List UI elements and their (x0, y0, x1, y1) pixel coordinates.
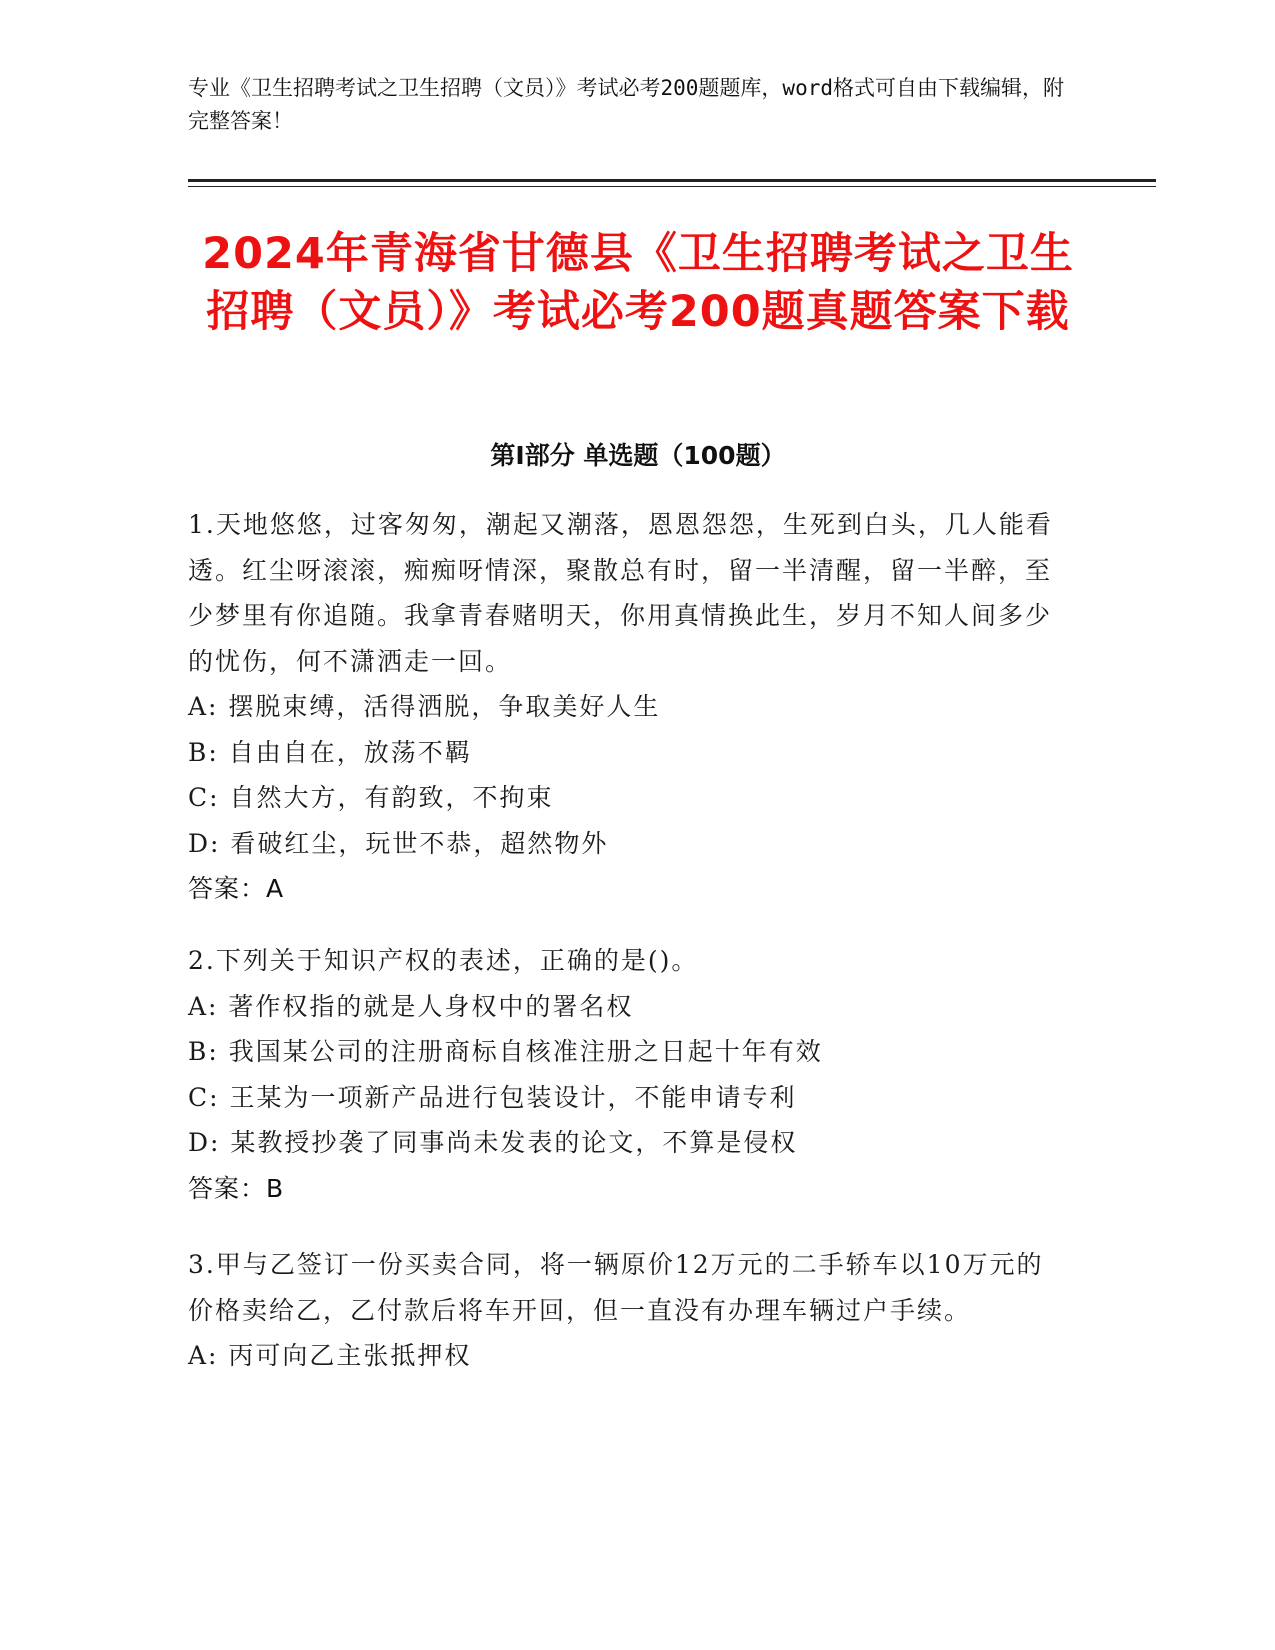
option-c: C: 王某为一项新产品进行包装设计，不能申请专利 (188, 1082, 797, 1112)
question-3 (188, 1242, 1068, 1379)
section-title: 第I部分 单选题（100题） (490, 441, 786, 470)
option-a: A: 著作权指的就是人身权中的署名权 (188, 991, 634, 1021)
header-note: 专业《卫生招聘考试之卫生招聘（文员）》考试必考200题题库，word格式可自由下载编辑，附完整答案！ (188, 76, 1064, 133)
option-a: A: 摆脱束缚，活得洒脱，争取美好人生 (188, 692, 661, 721)
option-d: D: 某教授抄袭了同事尚未发表的论文，不算是侵权 (188, 1128, 798, 1157)
document-title: 2024年青海省甘德县《卫生招聘考试之卫生招聘（文员）》考试必考200题真题答案下载 (202, 229, 1074, 337)
option-a: A: 丙可向乙主张抵押权 (188, 1341, 472, 1370)
question-2 (188, 938, 1068, 1211)
option-c: C: 自然大方，有韵致，不拘束 (188, 783, 554, 812)
option-b: B: 我国某公司的注册商标自核准注册之日起十年有效 (188, 1037, 823, 1066)
question-1 (188, 502, 1068, 912)
answer: 答案：A (188, 874, 285, 903)
header-divider-thin (188, 186, 1156, 187)
header-divider (188, 179, 1156, 182)
answer: 答案：B (188, 1173, 285, 1203)
question-text: 2.下列关于知识产权的表述，正确的是()。 (188, 946, 699, 975)
question-text: 1.天地悠悠，过客匆匆，潮起又潮落，恩恩怨怨，生死到白头，几人能看透。红尘呀滚滚，痴痴呀情深，聚散总有时，留一半清醒，留一半醉，至少梦里有你追随。我拿青春赌明天，你用真情换此生，岁月不知人间多少的忧伤，何不潇洒走一回。 (188, 510, 1053, 676)
option-d: D: 看破红尘，玩世不恭，超然物外 (188, 828, 609, 858)
question-text: 3.甲与乙签订一份买卖合同，将一辆原价12万元的二手轿车以10万元的价格卖给乙，乙付款后将车开回，但一直没有办理车辆过户手续。 (188, 1250, 1044, 1325)
option-b: B: 自由自在，放荡不羁 (188, 737, 472, 767)
